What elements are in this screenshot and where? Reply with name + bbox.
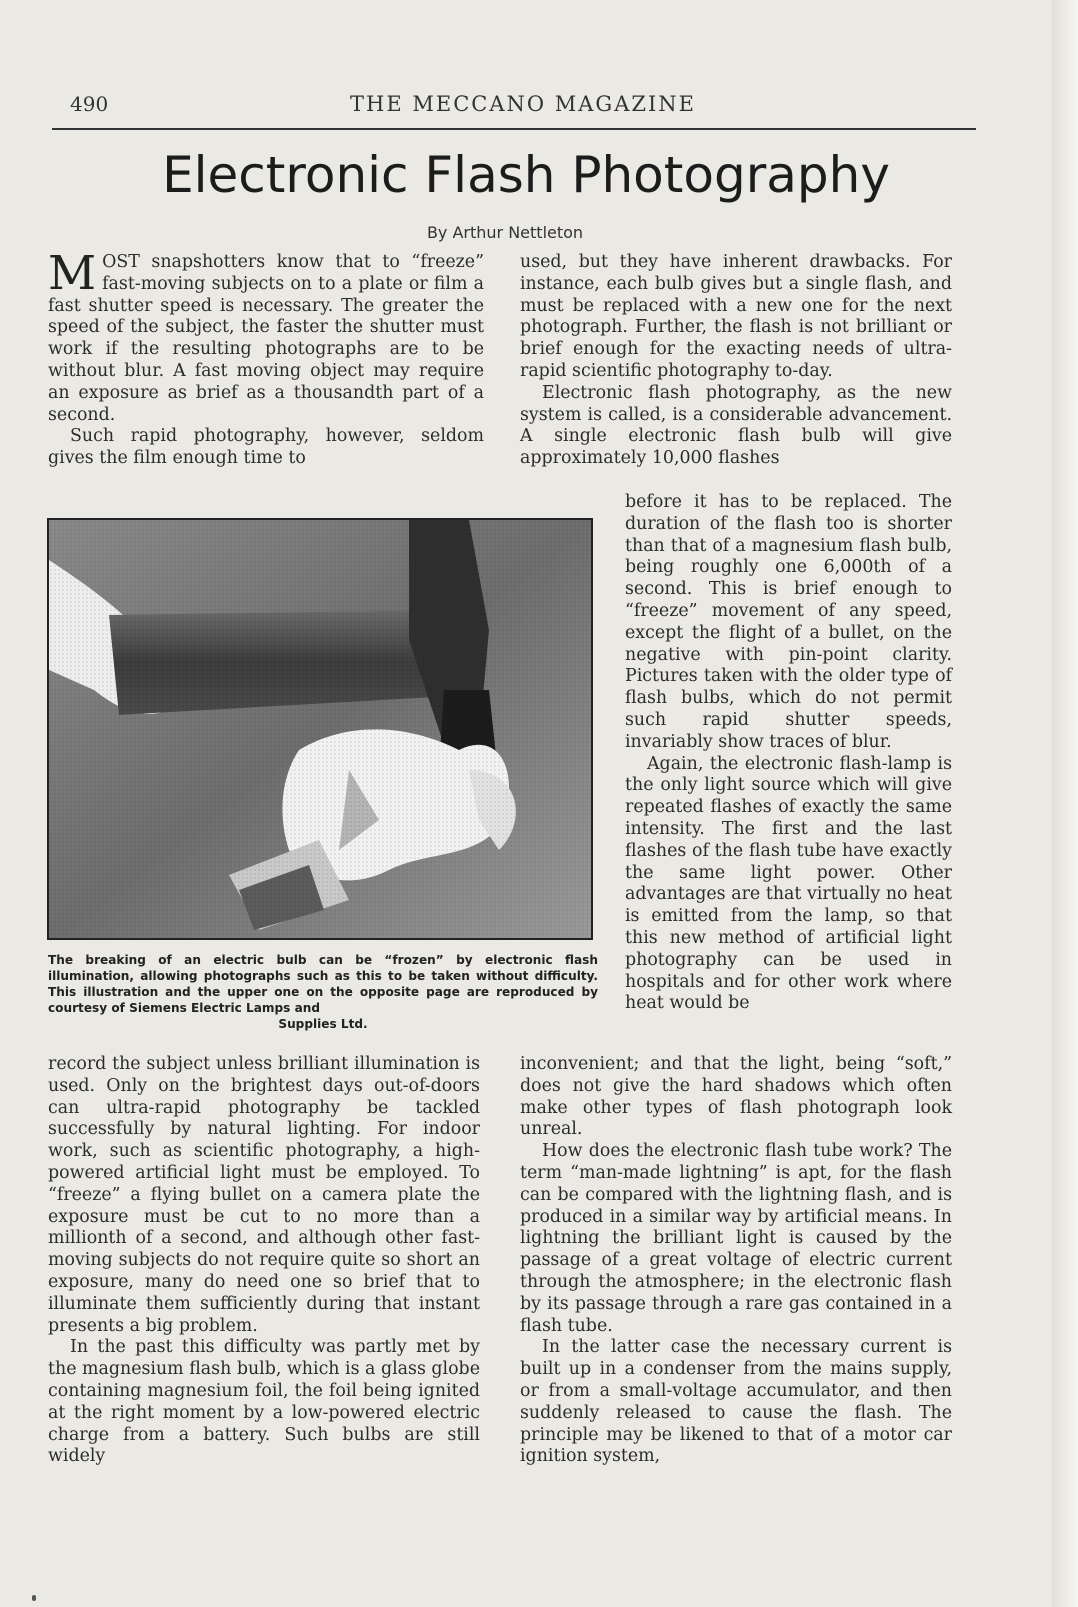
drop-cap: M [48,246,97,301]
article-byline: By Arthur Nettleton [426,223,584,242]
paragraph: In the past this difficulty was partly met by the magnesium flash bulb, which is a glass globe containing magnesium foil, the foil being ignited at the right moment by a low-powered electric charge from a battery. Such bulbs are still widely [48,1337,480,1467]
page-number: 490 [70,92,109,116]
paragraph: before it has to be replaced. The duration of the flash too is shorter than that of a magnesium flash bulb, being roughly one 6,000th of a second. This is brief enough to “freeze” movement of any speed, except the flight of a bullet, on the negative with pin-point clarity. Pictures taken with the older type of flash bulbs, which do not permit such rapid shutter speeds, invariably show traces of blur. [625,492,952,752]
paragraph: Such rapid photography, however, seldom gives the film enough time to [48,426,484,469]
broken-bulb-photo [49,520,591,938]
scan-mark [32,1595,36,1601]
page-edge-shadow [1052,0,1078,1607]
header-rule [52,128,976,130]
paragraph: In the latter case the necessary current is built up in a condenser from the mains supply, or from a small-voltage accumulator, and then suddenly released to cause the flash. The principle may be likened to that of a motor car ignition system, [520,1337,952,1467]
photo-caption [48,952,598,1032]
page-header [70,92,976,122]
paragraph: Electronic flash photography, as the new system is called, is a considerable advancement. A single electronic flash bulb will give approximately 10,000 flashes [520,382,952,469]
paragraph: How does the electronic flash tube work? The term “man-made lightning” is apt, for the flash can be compared with the lightning flash, and is produced in a similar way by artificial means. In lightning the brilliant light is caused by the passage of a great voltage of electric current through the atmosphere; in the electronic flash by its passage through a rare gas contained in a flash tube. [520,1141,952,1336]
column-right-top [520,252,952,470]
paragraph: Again, the electronic flash-lamp is the only light source which will give repeated flashes of exactly the same intensity. The first and the last flashes of the flash tube have exactly the same light power. Other advantages are that virtually no heat is emitted from the lamp, so that this new method of artificial light photography can be used in hospitals and for other work where heat would be [625,753,952,1014]
column-right-narrow [625,492,952,1015]
article-title: Electronic Flash Photography [162,146,890,204]
paragraph: used, but they have inherent drawbacks. For instance, each bulb gives but a single flash, and must be replaced with a new one for the next photograph. Further, the flash is not brilliant or brief enough for the exacting needs of ultra-rapid scientific photography to-day. [520,252,952,381]
column-left-top [48,246,484,470]
caption-credit: Supplies Ltd. [278,1017,368,1031]
running-title: THE MECCANO MAGAZINE [350,92,696,116]
paragraph [48,246,484,426]
article-photo [47,518,593,940]
caption-text: The breaking of an electric bulb can be “frozen” by electronic flash illumination, allowing photographs such as this to be taken without difficulty. This illustration and the upper one on the opposite page are reproduced by courtesy of Siemens Electric Lamps and [48,953,598,1015]
column-right-bottom [520,1054,952,1468]
paragraph-text: OST snapshotters know that to “freeze” fast-moving subjects on to a plate or film a fast shutter speed is necessary. The greater the speed of the subject, the faster the shutter must work if the resulting photographs are to be without blur. A fast moving object may require an exposure as brief as a thousandth part of a second. [48,252,484,425]
paragraph: inconvenient; and that the light, being “soft,” does not give the hard shadows which often make other types of flash photograph look unreal. [520,1054,952,1140]
paragraph: record the subject unless brilliant illumination is used. Only on the brightest days out-of-doors can ultra-rapid photography be tackled successfully by natural lighting. For indoor work, such as scientific photography, a high-powered artificial light must be employed. To “freeze” a flying bullet on a camera plate the exposure must be cut to no more than a millionth of a second, and although other fast-moving subjects do not require quite so short an exposure, many do need one so brief that to illuminate them sufficiently during that instant presents a big problem. [48,1054,480,1336]
column-left-bottom [48,1054,480,1468]
